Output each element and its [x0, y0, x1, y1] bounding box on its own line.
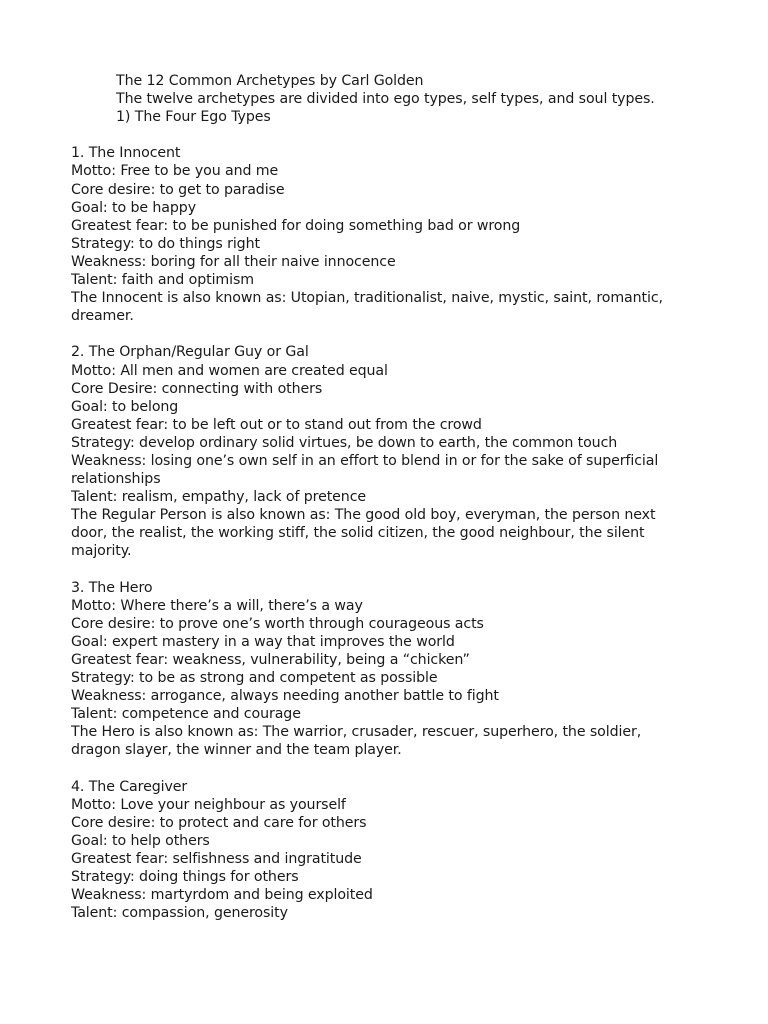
- archetype-aka: The Hero is also known as: The warrior, crusader, rescuer, superhero, the soldier, dragon slayer, the winner and the team player.: [71, 724, 642, 759]
- archetype-fear: Greatest fear: selfishness and ingratitude: [71, 851, 362, 868]
- archetype-aka: The Innocent is also known as: Utopian, traditionalist, naive, mystic, saint, romantic, dreamer.: [71, 290, 663, 325]
- archetype-motto: Motto: Free to be you and me: [71, 163, 279, 180]
- archetype-fear: Greatest fear: to be left out or to stand out from the crowd: [71, 416, 482, 433]
- archetype-block: [71, 144, 693, 325]
- archetype-weakness: Weakness: arrogance, always needing another battle to fight: [71, 688, 499, 705]
- archetype-goal: Goal: expert mastery in a way that improves the world: [71, 633, 455, 650]
- archetype-strategy: Strategy: doing things for others: [71, 869, 299, 886]
- archetype-goal: Goal: to be happy: [71, 199, 196, 216]
- archetype-weakness: Weakness: boring for all their naive innocence: [71, 253, 396, 270]
- archetype-core-desire: Core Desire: connecting with others: [71, 380, 323, 397]
- archetype-goal: Goal: to help others: [71, 832, 210, 849]
- archetype-motto: Motto: Where there’s a will, there’s a way: [71, 597, 363, 614]
- archetype-talent: Talent: compassion, generosity: [71, 905, 288, 922]
- archetype-heading: 1. The Innocent: [71, 145, 181, 162]
- archetype-core-desire: Core desire: to prove one’s worth through courageous acts: [71, 615, 484, 632]
- document-intro: The twelve archetypes are divided into ego types, self types, and soul types.: [116, 91, 655, 108]
- archetype-talent: Talent: competence and courage: [71, 706, 301, 723]
- archetype-core-desire: Core desire: to get to paradise: [71, 181, 285, 198]
- archetype-heading: 4. The Caregiver: [71, 778, 188, 795]
- spacer: [71, 325, 693, 343]
- archetype-goal: Goal: to belong: [71, 398, 179, 415]
- archetype-motto: Motto: All men and women are created equal: [71, 362, 388, 379]
- archetype-strategy: Strategy: to do things right: [71, 235, 260, 252]
- document-page: [71, 72, 693, 922]
- archetype-talent: Talent: faith and optimism: [71, 272, 254, 289]
- section-heading: 1) The Four Ego Types: [116, 109, 271, 126]
- archetype-core-desire: Core desire: to protect and care for others: [71, 814, 367, 831]
- archetype-strategy: Strategy: to be as strong and competent as possible: [71, 670, 438, 687]
- archetype-block: [71, 579, 693, 760]
- spacer: [71, 561, 693, 579]
- spacer: [71, 760, 693, 778]
- archetype-weakness: Weakness: losing one’s own self in an effort to blend in or for the sake of superficial relationships: [71, 452, 659, 488]
- archetype-weakness: Weakness: martyrdom and being exploited: [71, 887, 373, 904]
- archetype-fear: Greatest fear: weakness, vulnerability, being a “chicken”: [71, 652, 470, 668]
- archetype-block: [71, 343, 693, 560]
- archetype-fear: Greatest fear: to be punished for doing something bad or wrong: [71, 217, 521, 234]
- archetype-strategy: Strategy: develop ordinary solid virtues, be down to earth, the common touch: [71, 434, 618, 451]
- archetype-block: [71, 778, 693, 923]
- archetype-heading: 2. The Orphan/Regular Guy or Gal: [71, 344, 309, 361]
- archetype-aka: The Regular Person is also known as: The good old boy, everyman, the person next door, the realist, the working stiff, the solid citizen, the good neighbour, the silent majority.: [71, 507, 656, 560]
- archetype-heading: 3. The Hero: [71, 579, 153, 596]
- archetype-motto: Motto: Love your neighbour as yourself: [71, 796, 346, 813]
- document-title: The 12 Common Archetypes by Carl Golden: [116, 73, 424, 89]
- spacer: [71, 126, 693, 144]
- archetype-talent: Talent: realism, empathy, lack of pretence: [71, 489, 367, 506]
